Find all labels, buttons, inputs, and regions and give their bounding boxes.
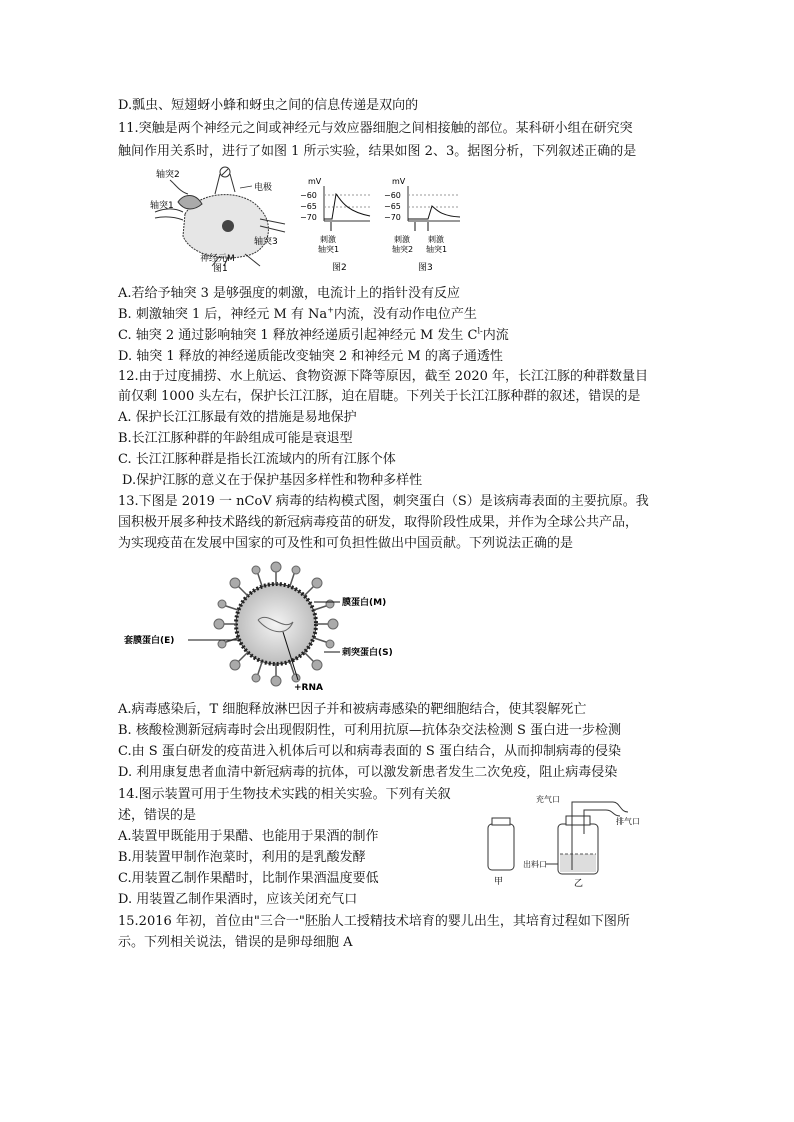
option-14-a: A.装置甲既能用于果醋、也能用于果酒的制作 [118,829,379,844]
question-12-stem: 前仅剩 1000 头左右，保护长江江豚，迫在眉睫。下列关于长江江豚种群的叙述，错误的是 [118,389,641,404]
option-13-a: A.病毒感染后，T 细胞释放淋巴因子并和被病毒感染的靶细胞结合，使其裂解死亡 [118,702,587,717]
tick-label: −70 [300,213,317,222]
option-13-c: C.由 S 蛋白研发的疫苗进入机体后可以和病毒表面的 S 蛋白结合，从而抑制病毒的侵染 [118,744,621,759]
question-11-stem: 触间作用关系时，进行了如图 1 所示实验，结果如图 2、3。据图分析，下列叙述正确的是 [118,144,637,159]
option-12-a: A. 保护长江江豚最有效的措施是易地保护 [118,410,357,425]
question-13-stem: 13.下图是 2019 一 nCoV 病毒的结构模式图，刺突蛋白（S）是该病毒表面的主要抗原。我 [118,494,649,509]
label-axon3: 轴突3 [254,237,278,247]
membrane-potential-chart-2 [298,176,373,274]
option-12-c: C. 长江江豚种群是指长江流域内的所有江豚个体 [118,452,396,467]
label-rna: +RNA [294,683,323,693]
option-13-d: D. 利用康复患者血清中新冠病毒的抗体，可以激发新患者发生二次免疫，阻止病毒侵染 [118,765,618,780]
label-membrane-protein: 膜蛋白(M) [342,598,387,608]
option-11-a: A.若给予轴突 3 是够强度的刺激，电流计上的指针没有反应 [118,286,461,301]
label-electrode: 电极 [254,183,273,193]
stim-label: 刺激 [320,235,336,244]
label-neuron-m: 神经元M [200,254,235,264]
label-envelope-protein: 套膜蛋白(E) [124,636,175,646]
stim-label: 刺激 [394,235,410,244]
label-axon2: 轴突2 [156,170,180,180]
label-device-jia: 甲 [494,877,504,887]
question-13-stem: 国积极开展多种技术路线的新冠病毒疫苗的研发，取得阶段性成果，并作为全球公共产品， [118,515,639,530]
tick-label: −60 [384,191,401,200]
fermentation-device-figure [478,794,648,894]
stim-label: 轴突1 [426,245,448,254]
label-discharge-port: 出料口 [523,860,547,869]
question-14-stem: 述，错误的是 [118,808,197,823]
tick-label: −70 [384,213,401,222]
option-14-c: C.用装置乙制作果醋时，比制作果酒温度要低 [118,871,379,886]
tick-label: −65 [384,202,401,211]
stim-label: 轴突2 [392,245,414,254]
option-11-b: B. 刺激轴突 1 后，神经元 M 有 Na+内流，没有动作电位产生 [118,305,477,322]
figure-caption: 图1 [213,264,228,274]
label-device-yi: 乙 [574,879,584,889]
figure-caption: 图3 [418,263,433,273]
question-15-stem: 示。下列相关说法，错误的是卵母细胞 A [118,935,353,950]
label-air-outlet: 排气口 [616,817,640,826]
axis-unit: mV [392,177,406,186]
option-12-d: D.保护江豚的意义在于保护基因多样性和物种多样性 [122,473,423,488]
question-12-stem: 12.由于过度捕捞、水上航运、食物资源下降等原因，截至 2020 年，长江江豚的种群数量目 [118,369,649,384]
figure-caption: 图2 [332,263,347,273]
question-13-stem: 为实现疫苗在发展中国家的可及性和可负担性做出中国贡献。下列说法正确的是 [118,536,574,551]
option-11-c: C. 轴突 2 通过影响轴突 1 释放神经递质引起神经元 M 发生 $C^{l-}$内流 [118,326,509,343]
label-axon1: 轴突1 [150,201,174,211]
question-14-stem: 14.图示装置可用于生物技术实践的相关实验。下列有关叙 [118,787,451,802]
stim-label: 刺激 [428,235,444,244]
option-14-b: B.用装置甲制作泡菜时，利用的是乳酸发酵 [118,850,366,865]
question-11-stem: 11.突触是两个神经元之间或神经元与效应器细胞之间相接触的部位。某科研小组在研究突 [118,121,633,136]
question-15-stem: 15.2016 年初，首位由"三合一"胚胎人工授精技术培育的婴儿出生，其培育过程如下图所 [118,914,630,929]
option-14-d: D. 用装置乙制作果酒时，应该关闭充气口 [118,892,358,907]
option-12-b: B.长江江豚种群的年龄组成可能是衰退型 [118,431,353,446]
virus-structure-figure [118,560,438,695]
option-11-d: D. 轴突 1 释放的神经递质能改变轴突 2 和神经元 M 的离子通透性 [118,349,503,364]
tick-label: −65 [300,202,317,211]
neuron-figure [150,164,290,274]
text-line: D.瓢虫、短翅蚜小蜂和蚜虫之间的信息传递是双向的 [118,98,419,113]
stim-label: 轴突1 [318,245,340,254]
option-13-b: B. 核酸检测新冠病毒时会出现假阴性，可利用抗原—抗体杂交法检测 S 蛋白进一步检测 [118,723,621,738]
axis-unit: mV [308,177,322,186]
label-spike-protein: 刺突蛋白(S) [342,648,393,658]
membrane-potential-chart-3 [382,176,462,274]
label-air-inlet: 充气口 [536,795,560,804]
tick-label: −60 [300,191,317,200]
